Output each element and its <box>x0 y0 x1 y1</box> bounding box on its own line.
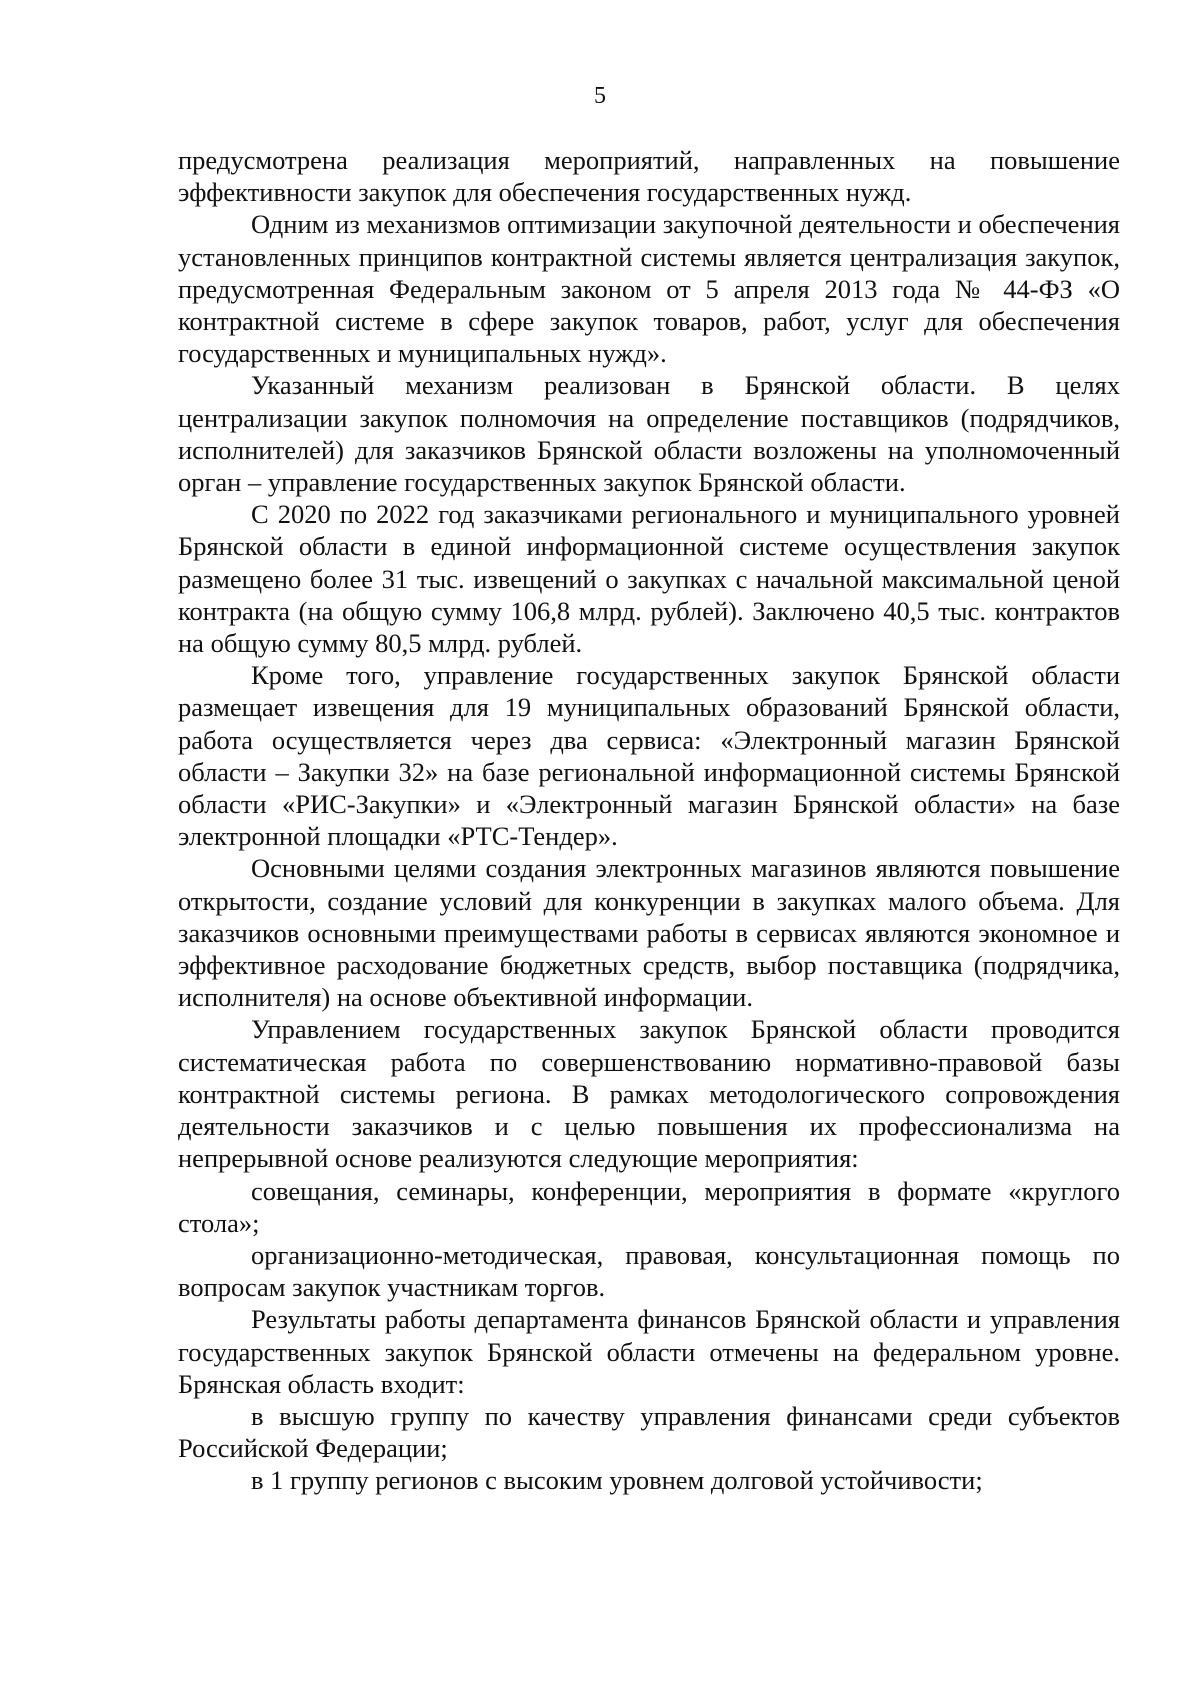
paragraph-centralization: Одним из механизмов оптимизации закупочной деятельности и обеспечения установленных принципов контрактной системы является централизация закупок, предусмотренная Федеральным законом от 5 апреля 2013 года № 44-ФЗ «О контрактной системе в сфере закупок товаров, работ, услуг для обеспечения государственных и муниципальных нужд». <box>178 209 1120 369</box>
paragraph-results: Результаты работы департамента финансов Брянской области и управления государственных закупок Брянской области отмечены на федеральном уровне. Брянская область входит: <box>178 1304 1120 1399</box>
paragraph-continuation: предусмотрена реализация мероприятий, направленных на повышение эффективности закупок для обеспечения государственных нужд. <box>178 145 1120 208</box>
paragraph-statistics: С 2020 по 2022 год заказчиками регионального и муниципального уровней Брянской области в единой информационной системе осуществления закупок размещено более 31 тыс. извещений о закупках с начальной максимальной ценой контракта (на общую сумму 106,8 млрд. рублей). Заключено 40,5 тыс. контрактов на общую сумму 80,5 млрд. рублей. <box>178 499 1120 659</box>
list-item-assistance: организационно-методическая, правовая, консультационная помощь по вопросам закупок участникам торгов. <box>178 1239 1120 1303</box>
page-number: 5 <box>594 83 606 109</box>
paragraph-goals: Основными целями создания электронных магазинов являются повышение открытости, создание условий для конкуренции в закупках малого объема. Для заказчиков основными преимуществами работы в сервисах являются экономное и эффективное расходование бюджетных средств, выбор поставщика (подрядчика, исполнителя) на основе объективной информации. <box>178 853 1120 1013</box>
list-item-finance-quality: в высшую группу по качеству управления финансами среди субъектов Российской Федерации; <box>178 1400 1120 1464</box>
paragraph-e-shops: Кроме того, управление государственных закупок Брянской области размещает извещения для 19 муниципальных образований Брянской области, работа осуществляется через два сервиса: «Электронный магазин Брянской области – Закупки 32» на базе региональной информационной системы Брянской области «РИС-Закупки» и «Электронный магазин Брянской области» на базе электронной площадки «РТС-Тендер». <box>178 660 1120 852</box>
list-item-meetings: совещания, семинары, конференции, мероприятия в формате «круглого стола»; <box>178 1175 1120 1238</box>
paragraph-methodology: Управлением государственных закупок Брянской области проводится систематическая работа по совершенствованию нормативно-правовой базы контрактной системы региона. В рамках методологического сопровождения деятельности заказчиков и с целью повышения их профессионализма на непрерывной основе реализуются следующие мероприятия: <box>178 1014 1120 1174</box>
document-body <box>178 144 1120 1497</box>
list-item-debt-stability: в 1 группу регионов с высоким уровнем долговой устойчивости; <box>251 1465 983 1496</box>
paragraph-mechanism: Указанный механизм реализован в Брянской области. В целях централизации закупок полномочия на определение поставщиков (подрядчиков, исполнителей) для заказчиков Брянской области возложены на уполномоченный орган – управление государственных закупок Брянской области. <box>178 370 1120 498</box>
